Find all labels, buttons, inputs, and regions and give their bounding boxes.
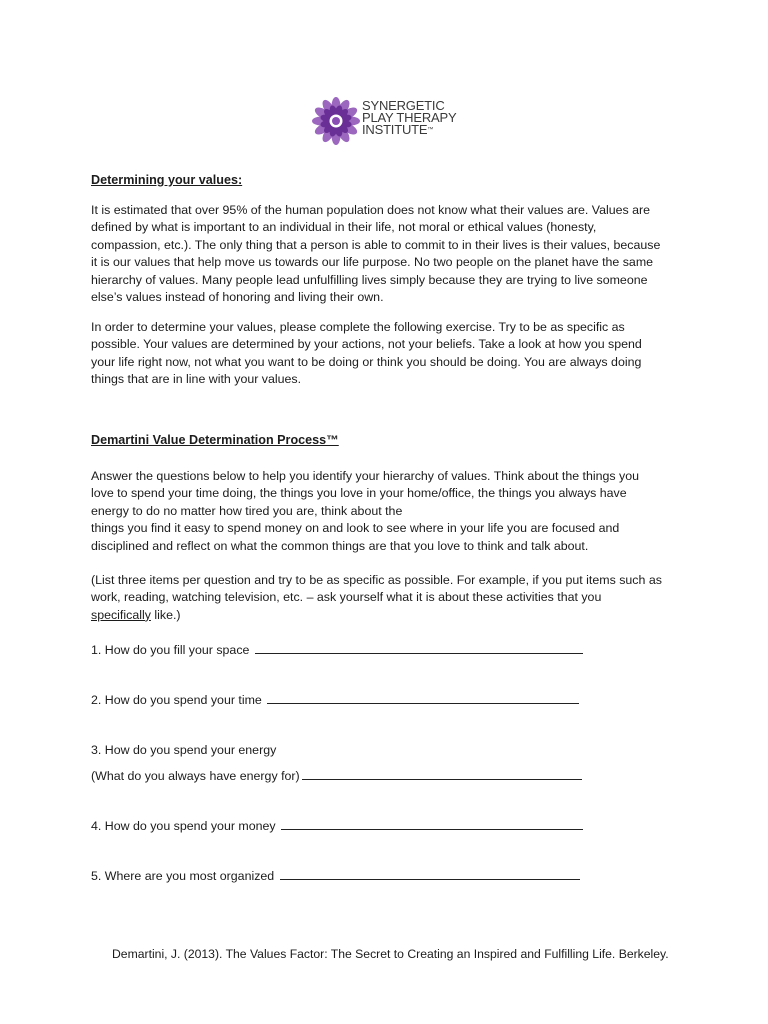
paragraph-line: Answer the questions below to help you identify your hierarchy of values. Think about the things you (91, 469, 640, 483)
synergetic-logo (311, 96, 471, 148)
question-2 (91, 692, 579, 709)
question-1 (91, 642, 583, 659)
logo-line-1: SYNERGETIC (362, 98, 445, 113)
list-instructions-paragraph (91, 572, 691, 624)
question-3-subtext: (What do you always have energy for) (91, 769, 300, 783)
question-3 (91, 742, 276, 759)
paragraph-line: things you find it easy to spend money on and look to see where in your life you are focused and (91, 521, 620, 536)
lotus-flower-icon (311, 96, 361, 146)
question-5 (91, 868, 580, 885)
paragraph-line: possible. Your values are determined by your actions, not your beliefs. Take a look at how you spend (91, 337, 642, 352)
question-3-sub (91, 768, 582, 785)
paragraph-line: disciplined and reflect on what the common things are that you love to think and talk about. (91, 538, 589, 553)
answer-blank-2[interactable] (267, 692, 579, 704)
paragraph-line: compassion, etc.). The only thing that a person is able to commit to in their lives is their values, because (91, 237, 661, 252)
question-4 (91, 818, 583, 835)
question-4-text: 4. How do you spend your money (91, 819, 280, 833)
paragraph-line: your life right now, not what you want to be doing or think you should be doing. You are always doing (91, 354, 642, 369)
intro-paragraph (91, 202, 691, 306)
question-5-text: 5. Where are you most organized (91, 869, 278, 883)
answer-blank-5[interactable] (280, 868, 580, 880)
question-1-text: 1. How do you fill your space (91, 643, 253, 657)
paragraph-line: things that are in line with your values. (91, 372, 302, 387)
paragraph-line (91, 607, 691, 624)
paragraph-line: work, reading, watching television, etc. – ask yourself what it is about these activities that you (91, 590, 602, 605)
answer-blank-3[interactable] (302, 768, 582, 780)
answer-blank-4[interactable] (281, 818, 583, 830)
paragraph-text: like.) (150, 607, 181, 622)
citation-footer: Demartini, J. (2013). The Values Factor: The Secret to Creating an Inspired and Fulfilling Life. Berkeley. (112, 947, 669, 961)
heading-determining-values: Determining your values: (91, 173, 243, 187)
question-2-text: 2. How do you spend your time (91, 693, 266, 707)
paragraph-line: (List three items per question and try to be as specific as possible. For example, if you put items such as (91, 573, 662, 587)
logo-line-2: PLAY THERAPY (362, 110, 457, 125)
logo-line-3: INSTITUTE™ (362, 122, 434, 137)
paragraph-line: it is our values that help move us towards our life purpose. No two people on the planet have the same (91, 255, 654, 270)
question-3-text: 3. How do you spend your energy (91, 743, 277, 757)
answer-blank-1[interactable] (255, 642, 583, 654)
paragraph-line: In order to determine your values, please complete the following exercise. Try to be as specific as (91, 320, 625, 334)
heading-demartini-process: Demartini Value Determination Process™ (91, 433, 339, 447)
paragraph-line: defined by what is important to an individual in their life, not moral or ethical values (honesty, (91, 220, 597, 235)
paragraph-line: It is estimated that over 95% of the human population does not know what their values are. Values are (91, 203, 651, 217)
demartini-paragraph (91, 468, 691, 555)
exercise-instructions-paragraph (91, 319, 691, 389)
logo-wordmark (362, 100, 456, 136)
paragraph-line: love to spend your time doing, the things you love in your home/office, the things you always have (91, 486, 627, 501)
paragraph-line: hierarchy of values. Many people lead unfulfilling lives simply because they are trying to live someone (91, 272, 648, 287)
paragraph-line: else’s values instead of honoring and living their own. (91, 290, 384, 305)
emphasis-specifically: specifically (91, 607, 151, 622)
paragraph-line: energy to do no matter how tired you are, think about the (91, 503, 403, 518)
